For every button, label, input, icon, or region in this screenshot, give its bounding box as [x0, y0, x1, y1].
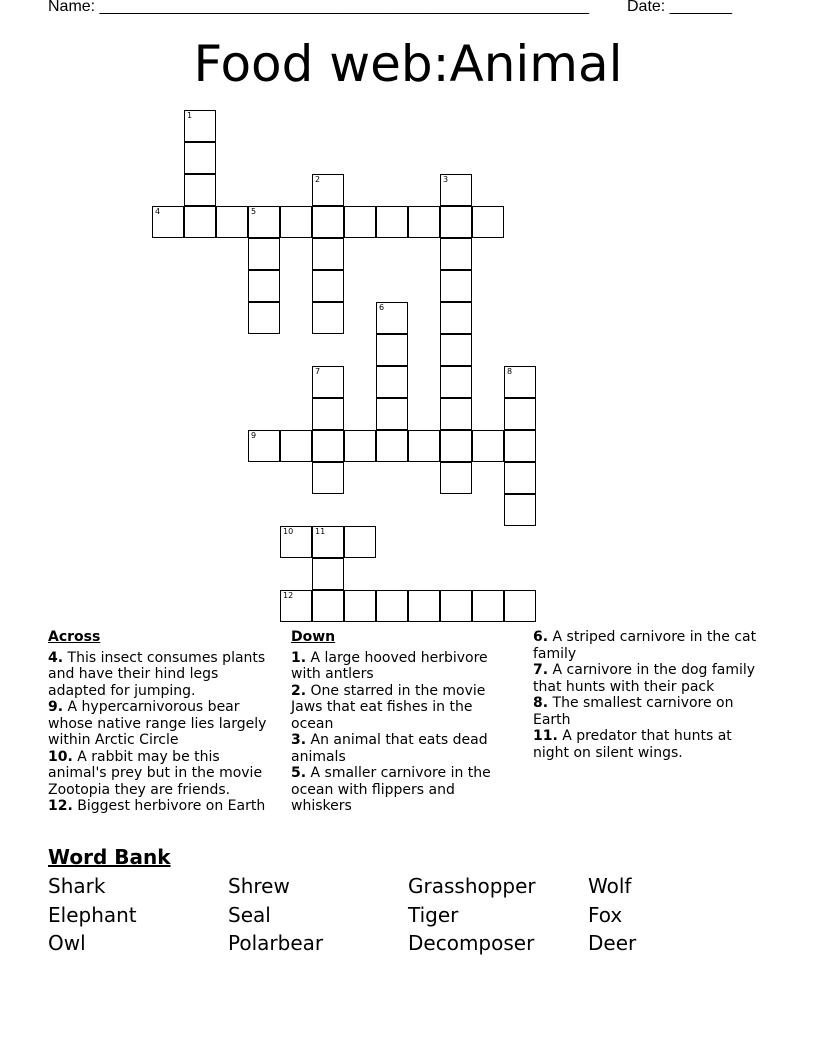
crossword-cell[interactable]	[312, 174, 344, 206]
down-clue-6: 6. A striped carnivore in the cat family	[533, 629, 757, 662]
across-clue-9: 9. A hypercarnivorous bear whose native range lies largely within Arctic Circle	[48, 699, 267, 748]
down-clue-7: 7. A carnivore in the dog family that hunts with their pack	[533, 662, 756, 695]
crossword-cell[interactable]	[184, 142, 216, 174]
crossword-cell[interactable]	[440, 206, 472, 238]
crossword-cell[interactable]	[376, 590, 408, 622]
clue-number: 2	[315, 175, 321, 184]
crossword-cell[interactable]	[376, 366, 408, 398]
word-bank-word: Elephant	[48, 903, 137, 927]
crossword-cell[interactable]	[248, 430, 280, 462]
crossword-cell[interactable]	[280, 590, 312, 622]
crossword-cell[interactable]	[184, 110, 216, 142]
crossword-cell[interactable]	[312, 558, 344, 590]
crossword-cell[interactable]	[504, 398, 536, 430]
across-heading: Across	[48, 629, 101, 645]
crossword-cell[interactable]	[312, 206, 344, 238]
clue-number: 11	[315, 527, 326, 536]
crossword-cell[interactable]	[504, 462, 536, 494]
crossword-cell[interactable]	[312, 270, 344, 302]
crossword-cell[interactable]	[504, 590, 536, 622]
crossword-cell[interactable]	[408, 590, 440, 622]
name-field-label: Name: _______________________________________________________	[48, 0, 589, 15]
down-heading: Down	[291, 629, 336, 645]
crossword-cell[interactable]	[504, 494, 536, 526]
crossword-cell[interactable]	[504, 366, 536, 398]
clue-number: 4	[155, 207, 161, 216]
clue-number: 5	[251, 207, 257, 216]
across-clue-4: 4. This insect consumes plants and have their hind legs adapted for jumping.	[48, 649, 266, 699]
page-title: Food web:Animal	[193, 35, 623, 93]
word-bank-word: Owl	[48, 931, 86, 955]
crossword-cell[interactable]	[472, 430, 504, 462]
down-clue-8: 8. The smallest carnivore on Earth	[533, 695, 734, 728]
crossword-cell[interactable]	[440, 270, 472, 302]
crossword-cell[interactable]	[472, 206, 504, 238]
down-clue-3: 3. An animal that eats dead animals	[291, 732, 488, 765]
down-clue-5: 5. A smaller carnivore in the ocean with flippers and whiskers	[291, 765, 491, 814]
clue-number: 3	[443, 175, 449, 184]
crossword-cell[interactable]	[376, 206, 408, 238]
crossword-cell[interactable]	[184, 174, 216, 206]
word-bank-word: Seal	[228, 903, 271, 927]
crossword-cell[interactable]	[312, 366, 344, 398]
crossword-cell[interactable]	[440, 430, 472, 462]
clue-number: 6	[379, 303, 385, 312]
down-clue-2: 2. One starred in the movie Jaws that eat fishes in the ocean	[291, 682, 486, 732]
crossword-cell[interactable]	[376, 302, 408, 334]
word-bank-word: Deer	[588, 931, 637, 955]
down-clues-col-2	[533, 629, 758, 761]
clue-number: 8	[507, 367, 513, 376]
crossword-cell[interactable]	[472, 590, 504, 622]
crossword-cell[interactable]	[376, 430, 408, 462]
clue-number: 10	[283, 527, 294, 536]
crossword-cell[interactable]	[376, 398, 408, 430]
crossword-cell[interactable]	[344, 590, 376, 622]
word-bank-word: Shark	[48, 874, 106, 898]
crossword-cell[interactable]	[408, 430, 440, 462]
crossword-cell[interactable]	[440, 238, 472, 270]
crossword-cell[interactable]	[344, 526, 376, 558]
down-clues-col-1	[291, 629, 511, 815]
crossword-cell[interactable]	[312, 590, 344, 622]
crossword-cell[interactable]	[248, 206, 280, 238]
crossword-cell[interactable]	[504, 430, 536, 462]
crossword-cell[interactable]	[440, 334, 472, 366]
crossword-cell[interactable]	[344, 430, 376, 462]
crossword-cell[interactable]	[312, 430, 344, 462]
crossword-cell[interactable]	[312, 462, 344, 494]
crossword-cell[interactable]	[216, 206, 248, 238]
clue-number: 7	[315, 367, 321, 376]
crossword-cell[interactable]	[184, 206, 216, 238]
across-clues	[48, 629, 278, 815]
word-bank-title: Word Bank	[48, 845, 171, 869]
crossword-cell[interactable]	[152, 206, 184, 238]
crossword-cell[interactable]	[280, 430, 312, 462]
crossword-cell[interactable]	[408, 206, 440, 238]
crossword-cell[interactable]	[312, 526, 344, 558]
crossword-cell[interactable]	[440, 302, 472, 334]
crossword-cell[interactable]	[440, 174, 472, 206]
crossword-cell[interactable]	[280, 206, 312, 238]
crossword-cell[interactable]	[248, 238, 280, 270]
crossword-cell[interactable]	[312, 398, 344, 430]
word-bank-word: Shrew	[228, 874, 290, 898]
crossword-cell[interactable]	[248, 302, 280, 334]
crossword-cell[interactable]	[440, 366, 472, 398]
word-bank-word: Polarbear	[228, 931, 324, 955]
word-bank-word: Fox	[588, 903, 623, 927]
word-bank-word: Wolf	[588, 874, 632, 898]
crossword-cell[interactable]	[440, 398, 472, 430]
clue-number: 12	[283, 591, 294, 600]
crossword-cell[interactable]	[440, 462, 472, 494]
down-clue-1: 1. A large hooved herbivore with antlers	[291, 649, 488, 682]
crossword-cell[interactable]	[312, 302, 344, 334]
clue-number: 9	[251, 431, 257, 440]
word-bank-word: Tiger	[408, 903, 459, 927]
crossword-cell[interactable]	[280, 526, 312, 558]
crossword-cell[interactable]	[376, 334, 408, 366]
across-clue-12: 12. Biggest herbivore on Earth	[48, 798, 266, 814]
word-bank-word: Grasshopper	[408, 874, 536, 898]
crossword-cell[interactable]	[344, 206, 376, 238]
crossword-cell[interactable]	[248, 270, 280, 302]
date-field-label: Date: _______	[627, 0, 732, 15]
clue-number: 1	[187, 111, 193, 120]
down-clue-11: 11. A predator that hunts at night on silent wings.	[533, 728, 732, 761]
crossword-cell[interactable]	[440, 590, 472, 622]
across-clue-10: 10. A rabbit may be this animal's prey but in the movie Zootopia they are friends.	[48, 748, 263, 798]
crossword-cell[interactable]	[312, 238, 344, 270]
word-bank-word: Decomposer	[408, 931, 535, 955]
